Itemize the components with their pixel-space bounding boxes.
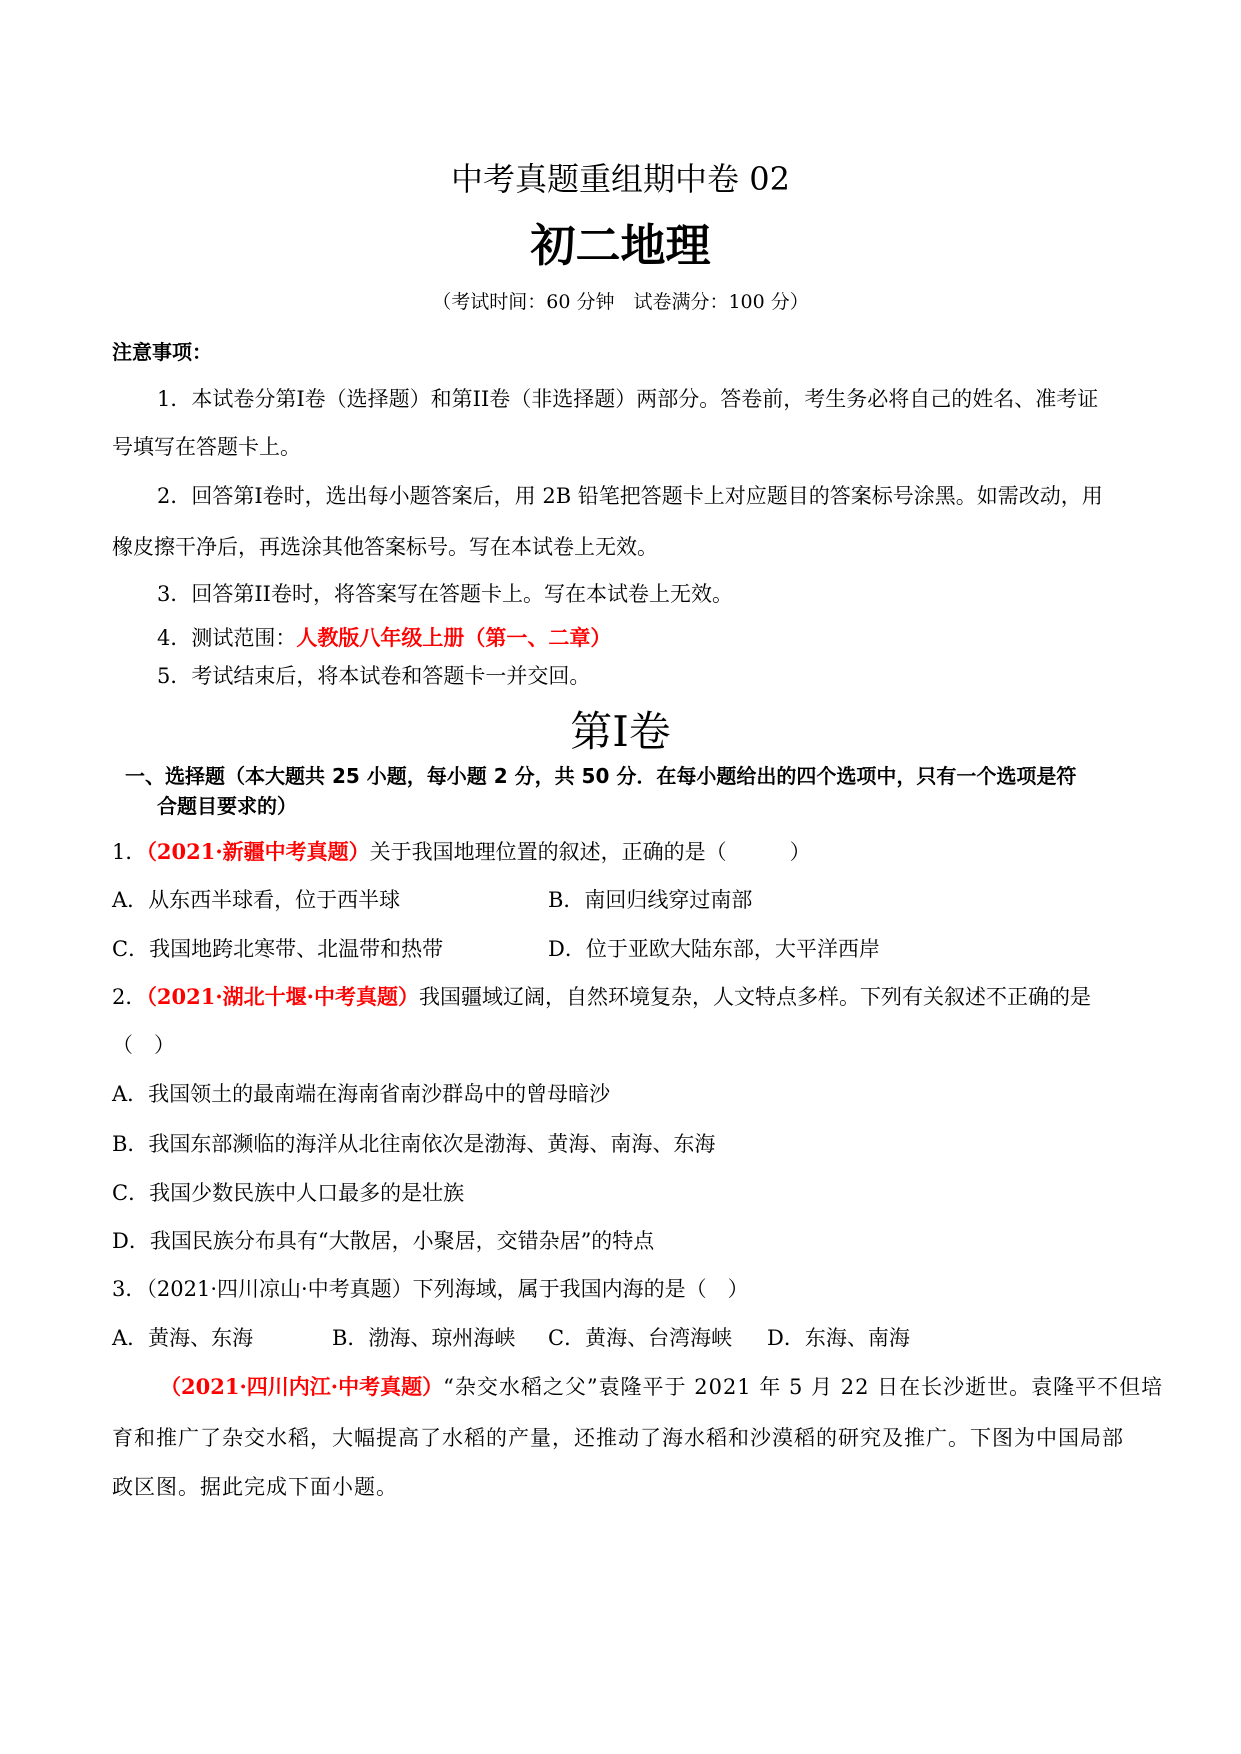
notice-item-4 xyxy=(157,624,611,652)
question-number: 1． xyxy=(112,840,147,864)
question-1 xyxy=(112,838,811,866)
notice-item-5: 5．考试结束后，将本试卷和答题卡一并交回。 xyxy=(157,664,591,688)
option-c: C．我国少数民族中人口最多的是壮族 xyxy=(112,1181,465,1205)
notice-item-3: 3．回答第II卷时，将答案写在答题卡上。写在本试卷上无效。 xyxy=(157,582,733,606)
notice-item-1-line-2: 号填写在答题卡上。 xyxy=(112,435,301,459)
question-number: 3． xyxy=(112,1277,147,1301)
option-a: A．我国领土的最南端在海南省南沙群岛中的曾母暗沙 xyxy=(112,1082,611,1106)
question-stem: 我国疆域辽阔，自然环境复杂，人文特点多样。下列有关叙述不正确的是 xyxy=(418,985,1091,1009)
notice-item-2-line-1: 2．回答第I卷时，选出每小题答案后，用 2B 铅笔把答题卡上对应题目的答案标号涂黑。如需改动，用 xyxy=(157,484,1103,508)
option-c: C．我国地跨北寒带、北温带和热带 xyxy=(112,937,444,961)
option-d: D．位于亚欧大陆东部，大平洋西岸 xyxy=(548,937,880,961)
question-3 xyxy=(112,1275,749,1303)
passage-line-3: 政区图。据此完成下面小题。 xyxy=(112,1475,398,1499)
notice-item-1-line-1: 1．本试卷分第I卷（选择题）和第II卷（非选择题）两部分。答卷前，考生务必将自己的姓名、准考证 xyxy=(157,387,1099,411)
option-a: A．从东西半球看，位于西半球 xyxy=(112,888,401,912)
notice-heading: 注意事项： xyxy=(112,340,212,364)
section-heading-line-2: 合题目要求的） xyxy=(157,794,297,818)
notice-item-2-line-2: 橡皮擦干净后，再选涂其他答案标号。写在本试卷上无效。 xyxy=(112,535,658,559)
option-b: B．南回归线穿过南部 xyxy=(548,888,753,912)
question-number: 2． xyxy=(112,985,147,1009)
passage-source: （2021·四川内江·中考真题） xyxy=(160,1374,444,1399)
passage-text: “杂交水稻之父”袁隆平于 2021 年 5 月 22 日在长沙逝世。袁隆平不但培 xyxy=(443,1375,1164,1399)
question-2-answer-bracket: （ ） xyxy=(112,1033,175,1057)
part-title: 第I卷 xyxy=(570,707,671,756)
section-heading-line-1: 一、选择题（本大题共 25 小题，每小题 2 分，共 50 分．在每小题给出的四个选项中，只有一个选项是符 xyxy=(125,764,1077,788)
question-source: （2021·新疆中考真题） xyxy=(146,839,370,864)
option-d: D．我国民族分布具有“大散居，小聚居，交错杂居”的特点 xyxy=(112,1229,655,1253)
exam-info: （考试时间：60 分钟 试卷满分：100 分） xyxy=(432,291,809,313)
subject-title: 初二地理 xyxy=(530,219,711,272)
exam-title: 中考真题重组期中卷 02 xyxy=(451,160,790,198)
question-stem: 关于我国地理位置的叙述，正确的是（ ） xyxy=(369,840,811,864)
test-scope-highlight: 人教版八年级上册（第一、二章） xyxy=(296,625,612,650)
option-c: C．黄海、台湾海峡 xyxy=(548,1326,733,1350)
option-b: B．我国东部濒临的海洋从北往南依次是渤海、黄海、南海、东海 xyxy=(112,1132,716,1156)
option-b: B．渤海、琼州海峡 xyxy=(332,1326,516,1350)
passage-line-2: 育和推广了杂交水稻，大幅提高了水稻的产量，还推动了海水稻和沙漠稻的研究及推广。下图为中国局部 xyxy=(112,1426,1124,1450)
question-source: （2021·四川凉山·中考真题） xyxy=(146,1277,413,1301)
option-d: D．东海、南海 xyxy=(767,1326,910,1350)
notice-item-4-label: 4．测试范围： xyxy=(157,626,297,650)
passage-line-1 xyxy=(160,1373,1163,1401)
option-a: A．黄海、东海 xyxy=(112,1326,254,1350)
question-2 xyxy=(112,983,1091,1011)
question-source: （2021·湖北十堰·中考真题） xyxy=(146,984,419,1009)
question-stem: 下列海域，属于我国内海的是（ ） xyxy=(412,1277,749,1301)
